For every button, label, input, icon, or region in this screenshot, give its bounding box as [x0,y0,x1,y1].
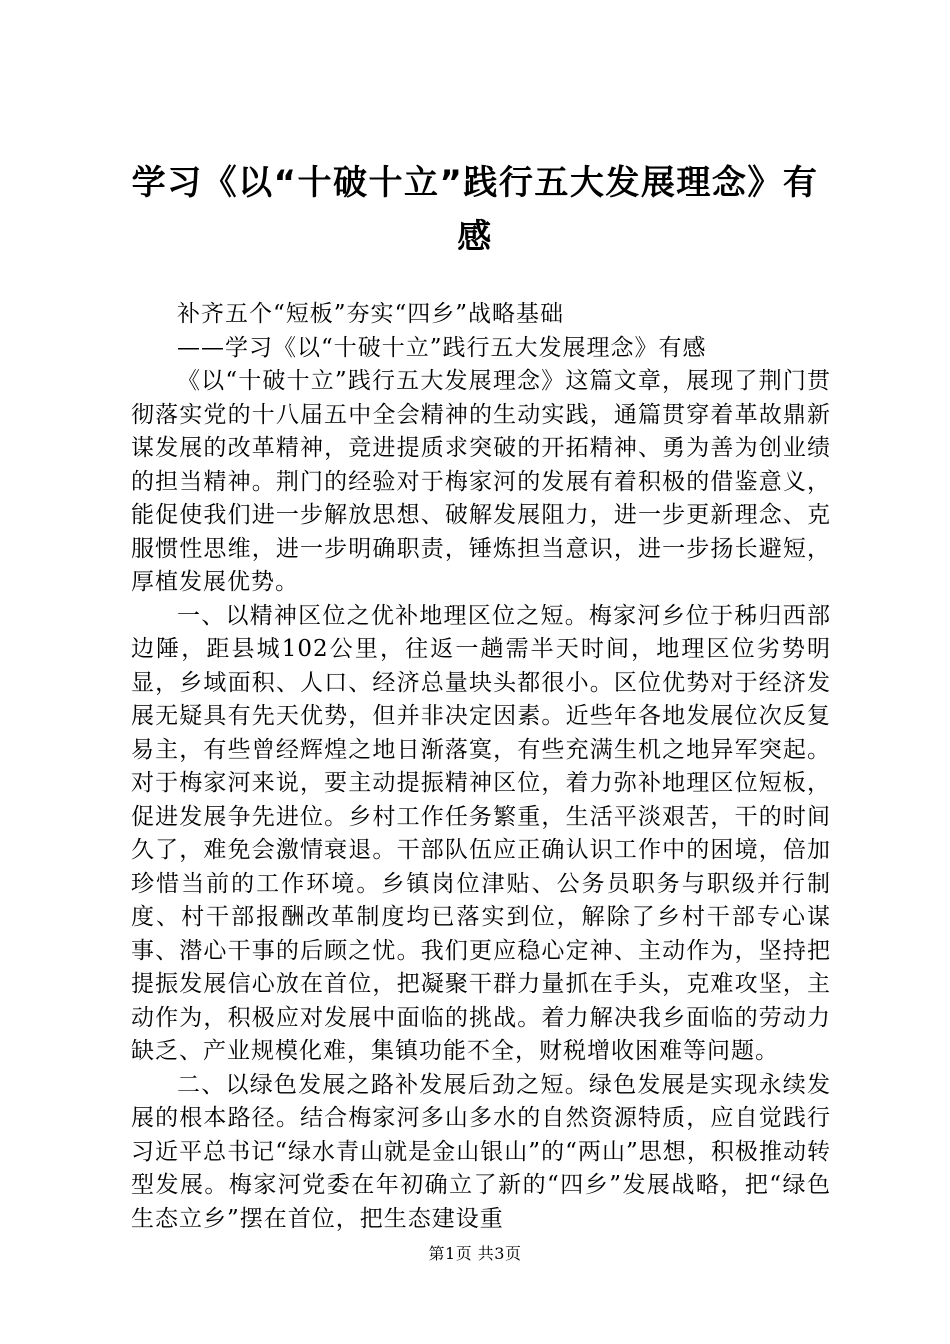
page-number-footer: 第1页 共3页 [428,1244,522,1263]
paragraph-section-2: 二、以绿色发展之路补发展后劲之短。绿色发展是实现永续发展的根本路径。结合梅家河多山多水的自然资源特质，应自觉践行习近平总书记“绿水青山就是金山银山”的“两山”思想，积极推动转型发展。梅家河党委在年初确立了新的“四乡”发展战略，把“绿色生态立乡”摆在首位，把生态建设重 [131,1071,831,1232]
subtitle-line-2: ——学习《以“十破十立”践行五大发展理念》有感 [177,334,707,361]
paragraph-intro: 《以“十破十立”践行五大发展理念》这篇文章，展现了荆门贯彻落实党的十八届五中全会精神的生动实践，通篇贯穿着革故鼎新谋发展的改革精神，竞进提质求突破的开拓精神、勇为善为创业绩的担当精神。荆门的经验对于梅家河的发展有着积极的借鉴意义，能促使我们进一步解放思想、破解发展阻力，进一步更新理念、克服惯性思维，进一步明确职责，锤炼担当意识，进一步扬长避短，厚植发展优势。 [131,368,831,595]
subtitle-line-1: 补齐五个“短板”夯实“四乡”战略基础 [177,301,565,327]
document-body [131,298,831,1236]
paragraph-section-1: 一、以精神区位之优补地理区位之短。梅家河乡位于秭归西部边陲，距县城102公里，往返一趟需半天时间，地理区位劣势明显，乡域面积、人口、经济总量块头都很小。区位优势对于经济发展无疑具有先天优势，但并非决定因素。近些年各地发展位次反复易主，有些曾经辉煌之地日渐落寞，有些充满生机之地异军突起。对于梅家河来说，要主动提振精神区位，着力弥补地理区位短板，促进发展争先进位。乡村工作任务繁重，生活平淡艰苦，干的时间久了，难免会激情衰退。干部队伍应正确认识工作中的困境，倍加珍惜当前的工作环境。乡镇岗位津贴、公务员职务与职级并行制度、村干部报酬改革制度均已落实到位，解除了乡村干部专心谋事、潜心干事的后顾之忧。我们更应稳心定神、主动作为，坚持把提振发展信心放在首位，把凝聚干群力量抓在手头，克难攻坚，主动作为，积极应对发展中面临的挑战。着力解决我乡面临的劳动力缺乏、产业规模化难，集镇功能不全，财税增收困难等问题。 [131,602,831,1064]
document-title: 学习《以“十破十立”践行五大发展理念》有感 [131,163,819,257]
